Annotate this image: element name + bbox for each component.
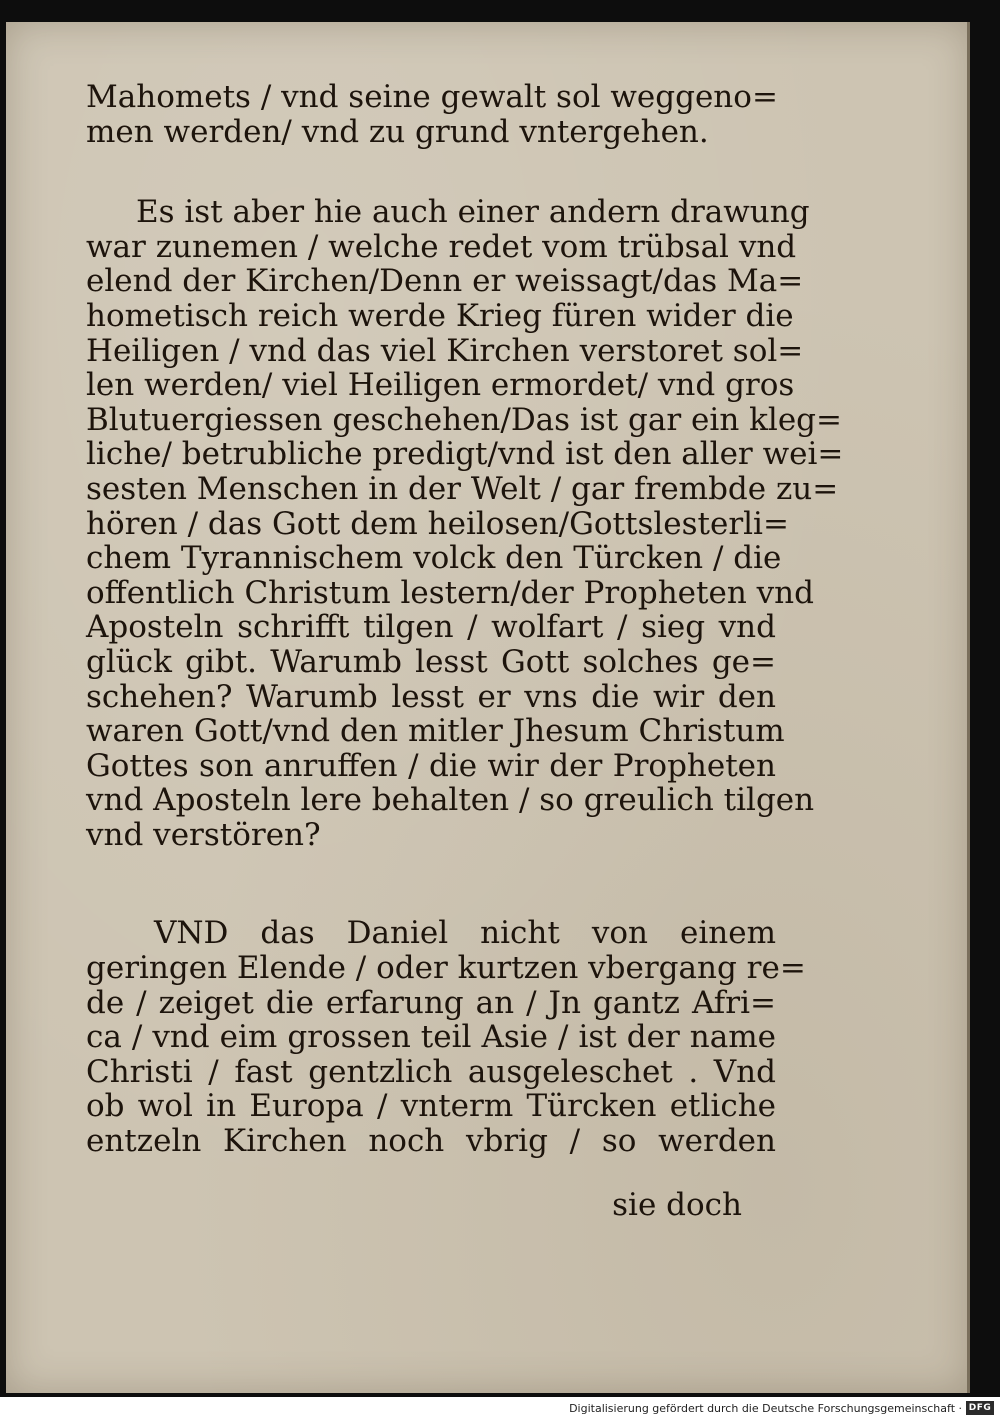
text-line: hören / das Gott dem heilosen/Gottslesterli= — [86, 505, 789, 542]
digitization-footer — [0, 1397, 1000, 1421]
text-line: schehen? Warumb lesst er vns die wir den — [86, 678, 776, 715]
paragraph-3 — [86, 915, 806, 1160]
text-line: de / zeiget die erfarung an / Jn gantz Afri= — [86, 984, 776, 1021]
text-line: vnd verstören? — [86, 816, 321, 853]
text-line: liche/ betrubliche predigt/vnd ist den aller wei= — [86, 436, 844, 473]
paragraph-1 — [86, 80, 776, 149]
text-line: vnd Aposteln lere behalten / so greulich tilgen — [86, 782, 815, 819]
text-line: Mahomets / vnd seine gewalt sol weggeno= — [86, 79, 778, 115]
text-line: Blutuergiessen geschehen/Das ist gar ein kleg= — [86, 401, 843, 438]
text-line: ob wol in Europa / vnterm Türcken etliche — [86, 1088, 776, 1125]
text-line: VND das Daniel nicht von einem — [154, 915, 776, 952]
text-line: Aposteln schrifft tilgen / wolfart / sieg vnd — [86, 609, 776, 646]
text-line: ca / vnd eim grossen teil Asie / ist der name — [86, 1019, 776, 1056]
text-line: war zunemen / welche redet vom trübsal vnd — [86, 228, 797, 265]
text-line: entzeln Kirchen noch vbrig / so werden — [86, 1123, 776, 1160]
book-page — [6, 22, 970, 1393]
text-line: geringen Elende / oder kurtzen vbergang re= — [86, 950, 806, 987]
text-line: glück gibt. Warumb lesst Gott solches ge= — [86, 643, 776, 680]
funding-credit: Digitalisierung gefördert durch die Deutsche Forschungsgemeinschaft · — [569, 1402, 962, 1415]
text-line: hometisch reich werde Krieg füren wider die — [86, 297, 794, 334]
text-line: chem Tyrannischem volck den Türcken / die — [86, 540, 782, 577]
page-edge — [967, 22, 970, 1393]
text-line: waren Gott/vnd den mitler Jhesum Christum — [86, 713, 785, 750]
text-line: Gottes son anruffen / die wir der Propheten — [86, 747, 776, 784]
paragraph-2 — [86, 194, 844, 853]
text-line: elend der Kirchen/Denn er weissagt/das Ma= — [86, 263, 804, 300]
text-line: Es ist aber hie auch einer andern drawung — [136, 194, 810, 231]
catchword: sie doch — [612, 1187, 742, 1223]
text-line: len werden/ viel Heiligen ermordet/ vnd gros — [86, 367, 795, 404]
text-line: offentlich Christum lestern/der Propheten vnd — [86, 574, 814, 611]
dfg-logo: DFG — [966, 1401, 994, 1415]
paragraph-gap — [86, 852, 776, 916]
text-line: sesten Menschen in der Welt / gar frembde zu= — [86, 470, 839, 507]
page-text — [86, 79, 844, 1160]
text-line: Heiligen / vnd das viel Kirchen verstoret sol= — [86, 332, 804, 369]
text-line: men werden/ vnd zu grund vntergehen. — [86, 113, 709, 150]
paragraph-gap — [86, 149, 776, 195]
text-line: Christi / fast gentzlich ausgeleschet . Vnd — [86, 1053, 776, 1090]
